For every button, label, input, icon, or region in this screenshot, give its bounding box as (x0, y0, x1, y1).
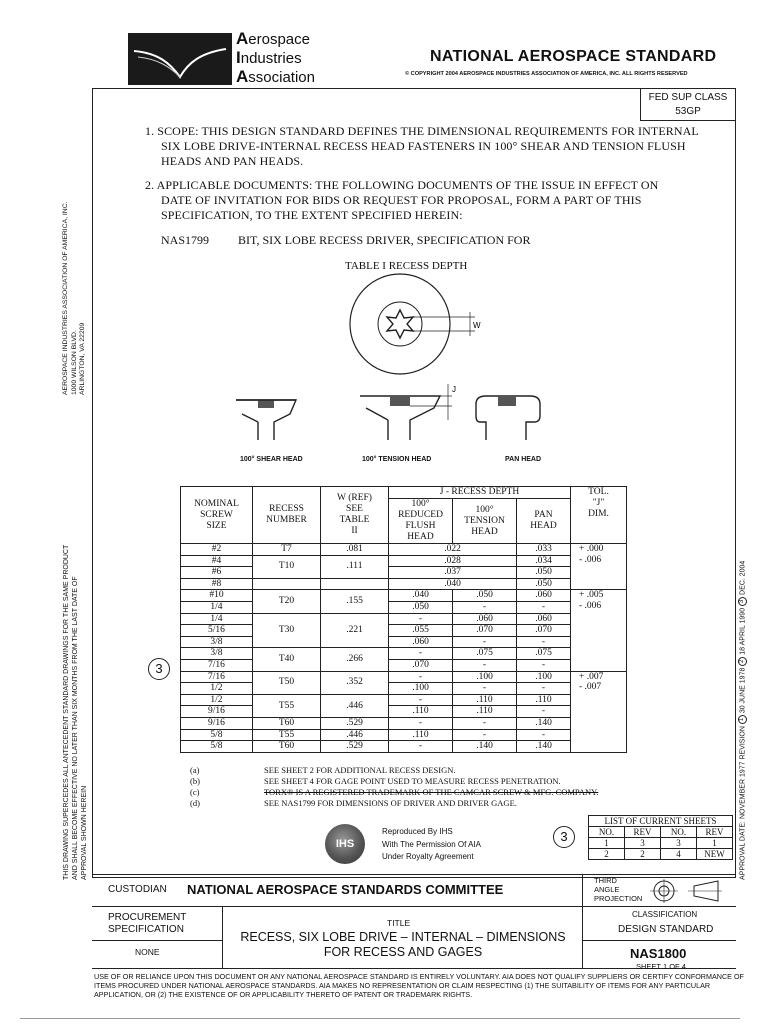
table-cell: - (389, 741, 453, 753)
table-cell: T55 (253, 694, 321, 717)
custodian-committee: NATIONAL AEROSPACE STANDARDS COMMITTEE (187, 882, 504, 897)
table-cell: #4 (181, 555, 253, 567)
table-cell: .070 (389, 659, 453, 671)
table-cell: .037 (389, 567, 517, 579)
sheet-number: SHEET 1 OF 4 (636, 962, 686, 971)
shear-head-caption: 100° SHEAR HEAD (240, 456, 303, 463)
table-cell: - (517, 706, 571, 718)
table-cell: 7/16 (181, 659, 253, 671)
page-bottom-rule (20, 1018, 740, 1019)
table-row (181, 555, 627, 567)
recess-depth-table (180, 486, 627, 753)
table-cell: 1/4 (181, 613, 253, 625)
table-cell: - (389, 648, 453, 660)
table-cell: 1/2 (181, 683, 253, 695)
sheets-title: LIST OF CURRENT SHEETS (589, 816, 733, 827)
table-row (181, 671, 627, 683)
side-approval-dates: APPROVAL DATE: NOVEMBER 1977 REVISION 1 30 JUNE 1978 2 18 APRIL 1990 3 DEC. 2004 (739, 560, 747, 880)
table-cell: .050 (517, 567, 571, 579)
note-b: (b) SEE SHEET 4 FOR GAGE POINT USED TO MEASURE RECESS PENETRATION. (190, 776, 561, 786)
shear-head-drawing (236, 400, 296, 440)
col-reduced-flush: 100° REDUCED FLUSH HEAD (389, 499, 453, 544)
note-d: (d) SEE NAS1799 FOR DIMENSIONS OF DRIVER AND DRIVER GAGE. (190, 798, 517, 808)
table-row (181, 648, 627, 660)
third-angle-projection-icon (648, 878, 728, 904)
table-cell: .050 (517, 578, 571, 590)
table-cell: 3/8 (181, 636, 253, 648)
disclaimer-text: USE OF OR RELIANCE UPON THIS DOCUMENT OR ANY NATIONAL AEROSPACE STANDARD IS ENTIRELY VOLUNTARY. AIA DOES NOT QUALIFY SUPPLIERS OR CERTIFY CONFORMANCE OF ITEMS PROCURED UNDER NATIONAL AEROSPACE STANDARDS. AIA MAKES NO REPRESENTATION OR CLAIM RESPECTING (1) THE SUITABILITY OF ITEMS FOR ANY PARTICULAR APPLICATION, OR (2) THE EXISTENCE OF OR APPLICABILITY THERETO OF PATENT OR TRADEMARK RIGHTS. (94, 972, 744, 999)
applicable-line-3: SPECIFICATION, TO THE EXTENT SPECIFIED HEREIN: (161, 208, 463, 222)
table-cell (321, 578, 389, 590)
table-cell: .075 (517, 648, 571, 660)
table-cell: - (453, 683, 517, 695)
col-nominal-size: NOMINAL SCREW SIZE (181, 487, 253, 544)
current-sheets-table (588, 815, 733, 860)
standard-title: NATIONAL AEROSPACE STANDARD (430, 48, 717, 65)
aia-logo (128, 33, 232, 85)
sheets-header: REV (697, 827, 733, 838)
table-cell: - (517, 683, 571, 695)
footer-divider (582, 874, 583, 968)
table-row (181, 578, 627, 590)
table-row (181, 717, 627, 729)
table-cell: .352 (321, 671, 389, 694)
fed-sup-class-box (640, 89, 736, 121)
table-cell: - (453, 636, 517, 648)
table-cell: T10 (253, 555, 321, 578)
custodian-label: CUSTODIAN (108, 884, 167, 895)
table-cell: .111 (321, 555, 389, 578)
sheets-header: NO. (589, 827, 625, 838)
table-cell: - (389, 694, 453, 706)
table-cell: .022 (389, 544, 517, 556)
sheets-cell: NEW (697, 849, 733, 860)
sheets-cell: 2 (589, 849, 625, 860)
table-cell: - (517, 601, 571, 613)
table-cell: T50 (253, 671, 321, 694)
recess-table-body (181, 544, 627, 753)
table-cell: #10 (181, 590, 253, 602)
table-cell: .070 (453, 625, 517, 637)
table-cell: T60 (253, 741, 321, 753)
table-cell: .110 (517, 694, 571, 706)
table-cell: .140 (517, 717, 571, 729)
table-cell: .221 (321, 613, 389, 648)
w-dimension-label: W (473, 321, 481, 330)
table-cell: .081 (321, 544, 389, 556)
table-cell: 5/8 (181, 729, 253, 741)
sheets-cell: 1 (697, 838, 733, 849)
copyright-line: © COPYRIGHT 2004 AEROSPACE INDUSTRIES ASSOCIATION OF AMERICA, INC. ALL RIGHTS RESERVED (405, 71, 688, 77)
col-tolerance: TOL. "J" DIM. (571, 487, 627, 544)
table-cell: - (453, 717, 517, 729)
table-cell: - (517, 659, 571, 671)
table-row (181, 729, 627, 741)
recess-drawings (230, 272, 550, 452)
ihs-logo: IHS (325, 824, 365, 864)
scope-line-1: 1. SCOPE: THIS DESIGN STANDARD DEFINES THE DIMENSIONAL REQUIREMENTS FOR INTERNAL (145, 124, 699, 138)
table-cell: .033 (517, 544, 571, 556)
table-row (181, 590, 627, 602)
top-view-drawing (350, 274, 481, 374)
procurement-label: PROCUREMENT SPECIFICATION (108, 912, 187, 935)
col-tension-head: 100° TENSION HEAD (453, 499, 517, 544)
sheets-header: NO. (661, 827, 697, 838)
col-w-ref: W (REF) SEE TABLE II (321, 487, 389, 544)
table-row (181, 625, 627, 637)
col-group-j-depth: J - RECESS DEPTH (389, 487, 571, 499)
table-cell: 9/16 (181, 717, 253, 729)
ihs-reproduction-notice: Reproduced By IHS With The Permission Of AIA Under Royalty Agreement (382, 827, 481, 861)
table-row (181, 601, 627, 613)
table-cell: .446 (321, 729, 389, 741)
scope-line-2: SIX LOBE DRIVE-INTERNAL RECESS HEAD FASTENERS IN 100° SHEAR AND TENSION FLUSH (161, 139, 686, 153)
sheets-header: REV (625, 827, 661, 838)
table-row (181, 683, 627, 695)
sheets-cell: 1 (589, 838, 625, 849)
sheets-cell: 3 (625, 838, 661, 849)
tension-head-caption: 100° TENSION HEAD (362, 456, 432, 463)
table-cell: - (389, 613, 453, 625)
table-cell: .110 (389, 729, 453, 741)
fed-sup-class-value: 53GP (675, 106, 701, 117)
table-cell: .034 (517, 555, 571, 567)
applicable-line-1: 2. APPLICABLE DOCUMENTS: THE FOLLOWING DOCUMENTS OF THE ISSUE IN EFFECT ON (145, 178, 659, 192)
table-cell: 7/16 (181, 671, 253, 683)
note-c: (c) TORX® IS A REGISTERED TRADEMARK OF THE CAMCAR SCREW & MFG. COMPANY. (190, 787, 599, 797)
classification-label: CLASSIFICATION (632, 910, 698, 919)
referenced-doc-title: BIT, SIX LOBE RECESS DRIVER, SPECIFICATION FOR (238, 233, 531, 247)
table-cell: .100 (517, 671, 571, 683)
table-cell: #8 (181, 578, 253, 590)
table-cell: .100 (453, 671, 517, 683)
table-cell: 5/8 (181, 741, 253, 753)
aia-name: Aerospace Industries Association (236, 29, 315, 86)
table-row (181, 741, 627, 753)
table-cell: .040 (389, 578, 517, 590)
table-row (181, 659, 627, 671)
table-cell: .110 (453, 694, 517, 706)
table-cell: 5/16 (181, 625, 253, 637)
table-cell (253, 578, 321, 590)
table-cell: - (453, 729, 517, 741)
table-title: TABLE I RECESS DEPTH (345, 260, 468, 272)
third-angle-label: THIRD ANGLE PROJECTION (594, 876, 643, 903)
pan-head-caption: PAN HEAD (505, 456, 542, 463)
document-title: RECESS, SIX LOBE DRIVE – INTERNAL – DIMENSIONS FOR RECESS AND GAGES (240, 930, 566, 959)
col-pan-head: PAN HEAD (517, 499, 571, 544)
pan-head-drawing (476, 396, 540, 440)
table-row (181, 694, 627, 706)
table-cell: .060 (453, 613, 517, 625)
table-cell: .155 (321, 590, 389, 613)
aia-swoosh-icon (128, 33, 232, 85)
table-cell: .070 (517, 625, 571, 637)
table-cell: .140 (517, 741, 571, 753)
classification-value: DESIGN STANDARD (618, 924, 714, 935)
table-row (181, 544, 627, 556)
table-cell: T30 (253, 613, 321, 648)
document-number: NAS1800 (630, 946, 687, 961)
side-supersede-notice: THIS DRAWING SUPERCEDES ALL ANTECEDENT STANDARD DRAWINGS FOR THE SAME PRODUCT AND SHALL BECOME EFFECTIVE NO LATER THAN SIX MONTHS FROM THE LAST DATE OF APPROVAL SHOWN HEREIN (63, 544, 88, 880)
table-cell: .060 (389, 636, 453, 648)
table-cell: .028 (389, 555, 517, 567)
footer-divider (92, 906, 736, 907)
applicable-documents-paragraph (145, 178, 658, 223)
table-cell: - (517, 729, 571, 741)
table-cell: .050 (453, 590, 517, 602)
table-cell: 1/2 (181, 694, 253, 706)
table-cell: .075 (453, 648, 517, 660)
footer-divider (92, 940, 222, 941)
table-cell: T60 (253, 717, 321, 729)
table-cell: .529 (321, 717, 389, 729)
table-cell: + .000 - .006 (571, 544, 627, 590)
fed-sup-class-label: FED SUP CLASS (648, 92, 728, 103)
table-cell: .140 (453, 741, 517, 753)
note-a: (a) SEE SHEET 2 FOR ADDITIONAL RECESS DESIGN. (190, 765, 456, 775)
table-cell: .266 (321, 648, 389, 671)
table-cell: - (389, 671, 453, 683)
table-cell: + .007 - .007 (571, 671, 627, 752)
table-cell: T40 (253, 648, 321, 671)
title-label: TITLE (387, 918, 411, 928)
sheets-cell: 4 (661, 849, 697, 860)
tension-head-drawing (360, 384, 456, 440)
applicable-line-2: DATE OF INVITATION FOR BIDS OR REQUEST FOR PROPOSAL, FORM A PART OF THIS (161, 193, 642, 207)
table-cell: + .005 - .006 (571, 590, 627, 671)
scope-line-3: HEADS AND PAN HEADS. (161, 154, 304, 168)
table-cell: .529 (321, 741, 389, 753)
table-row (181, 706, 627, 718)
j-dimension-label: J (452, 385, 456, 394)
table-cell: T7 (253, 544, 321, 556)
table-cell: .110 (453, 706, 517, 718)
side-address: AEROSPACE INDUSTRIES ASSOCIATION OF AMERICA, INC. 1000 WILSON BLVD. ARLINGTON, VA 22209 (62, 201, 86, 395)
table-cell: .100 (389, 683, 453, 695)
table-cell: - (453, 601, 517, 613)
table-row (181, 636, 627, 648)
table-cell: - (389, 717, 453, 729)
table-cell: - (517, 636, 571, 648)
col-recess-number: RECESS NUMBER (253, 487, 321, 544)
table-cell: 3/8 (181, 648, 253, 660)
table-cell: .055 (389, 625, 453, 637)
footer-divider (222, 906, 223, 968)
six-lobe-recess-icon (387, 310, 413, 338)
table-cell: T20 (253, 590, 321, 613)
footer-divider (92, 874, 736, 875)
table-cell: .050 (389, 601, 453, 613)
table-cell: .446 (321, 694, 389, 717)
table-row (181, 567, 627, 579)
table-cell: #6 (181, 567, 253, 579)
table-cell: T55 (253, 729, 321, 741)
table-cell: .110 (389, 706, 453, 718)
sheets-revision-marker: 3 (553, 826, 575, 848)
procurement-value: NONE (135, 947, 160, 957)
sheets-cell: 2 (625, 849, 661, 860)
table-cell: 9/16 (181, 706, 253, 718)
table-cell: 1/4 (181, 601, 253, 613)
table-cell: .040 (389, 590, 453, 602)
table-cell: .060 (517, 613, 571, 625)
table-cell: #2 (181, 544, 253, 556)
notes-list (190, 765, 598, 809)
sheets-cell: 3 (661, 838, 697, 849)
scope-paragraph (145, 124, 699, 169)
table-cell: - (453, 659, 517, 671)
referenced-doc-number: NAS1799 (161, 233, 210, 247)
table-row (181, 613, 627, 625)
table-cell: .060 (517, 590, 571, 602)
revision-marker: 3 (148, 658, 170, 680)
footer-divider (582, 940, 736, 941)
